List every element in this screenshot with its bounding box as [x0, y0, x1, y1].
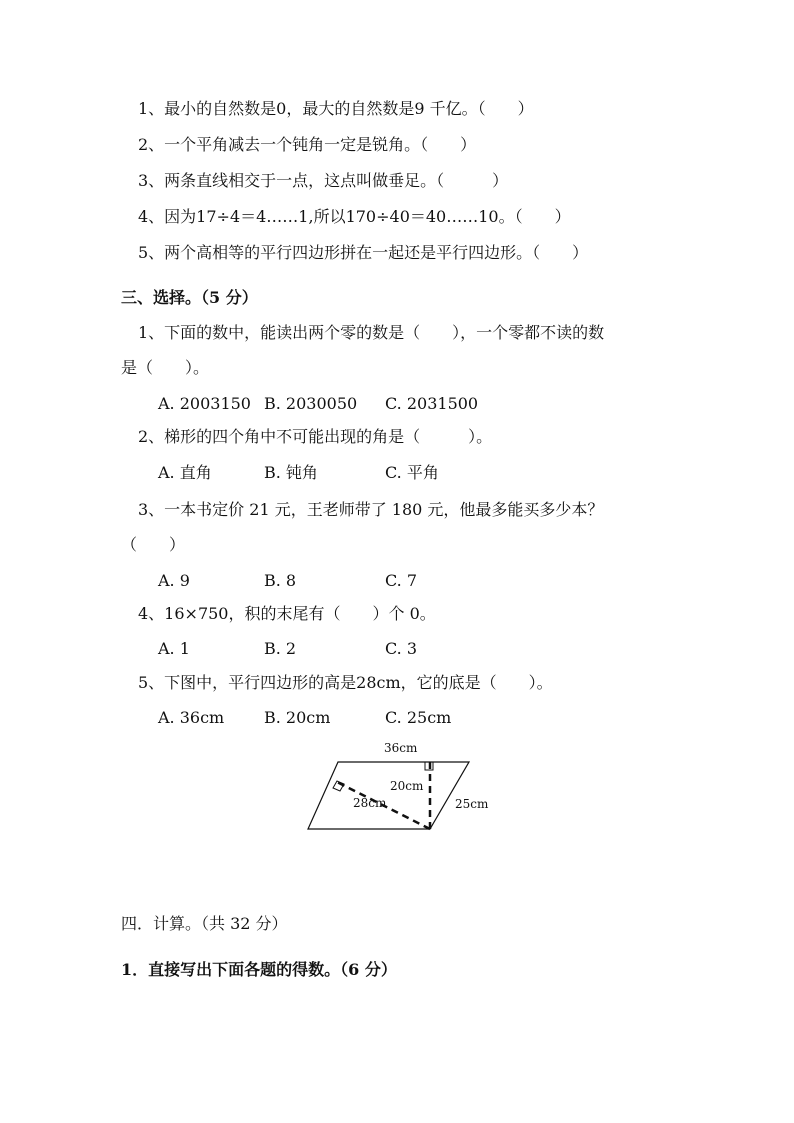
q3-option-b: B. 8 [264, 571, 297, 590]
label-25cm: 25cm [455, 797, 489, 811]
section4-title: 四．计算。（共 32 分） [121, 914, 288, 933]
tf-item-5: 5、两个高相等的平行四边形拼在一起还是平行四边形。（ ） [138, 243, 589, 262]
tf-item-1: 1、最小的自然数是0，最大的自然数是9 千亿。（ ） [138, 99, 534, 118]
label-36cm: 36cm [384, 741, 418, 755]
q2-option-b: B. 钝角 [264, 463, 318, 482]
tf-item-3: 3、两条直线相交于一点，这点叫做垂足。（ ） [138, 171, 509, 190]
tf-item-2: 2、一个平角减去一个钝角一定是锐角。（ ） [138, 135, 477, 154]
q5: 5、下图中，平行四边形的高是28cm，它的底是（ ）。 [138, 673, 553, 692]
q4-option-a: A. 1 [158, 639, 190, 658]
parallelogram-outline [308, 762, 469, 829]
q1-option-c: C. 2031500 [385, 394, 479, 413]
q2-option-a: A. 直角 [158, 463, 212, 482]
q1-line2: 是（ ）。 [121, 358, 210, 377]
label-28cm: 28cm [353, 796, 387, 810]
q3-option-a: A. 9 [158, 571, 190, 590]
q1-option-b: B. 2030050 [264, 394, 358, 413]
q5-option-a: A. 36cm [158, 708, 225, 727]
q5-option-c: C. 25cm [385, 708, 452, 727]
q3-line2: （ ） [121, 535, 186, 554]
q3-option-c: C. 7 [385, 571, 418, 590]
label-20cm: 20cm [390, 779, 424, 793]
q1-option-a: A. 2003150 [158, 394, 251, 413]
q2-option-c: C. 平角 [385, 463, 439, 482]
q4-option-c: C. 3 [385, 639, 418, 658]
q2: 2、梯形的四个角中不可能出现的角是（ ）。 [138, 427, 493, 446]
q4-option-b: B. 2 [264, 639, 297, 658]
q1-line1: 1、下面的数中，能读出两个零的数是（ ），一个零都不读的数 [138, 323, 605, 342]
q5-option-b: B. 20cm [264, 708, 331, 727]
tf-item-4: 4、因为17÷4＝4……1,所以170÷40＝40……10。（ ） [138, 207, 571, 226]
q4: 4、16×750，积的末尾有（ ）个 0。 [138, 604, 436, 623]
q3-line1: 3、一本书定价 21 元，王老师带了 180 元，他最多能买多少本？ [138, 500, 604, 519]
section4-sub1: 1．直接写出下面各题的得数。（6 分） [121, 960, 397, 979]
section3-title: 三、选择。（5 分） [121, 288, 258, 307]
